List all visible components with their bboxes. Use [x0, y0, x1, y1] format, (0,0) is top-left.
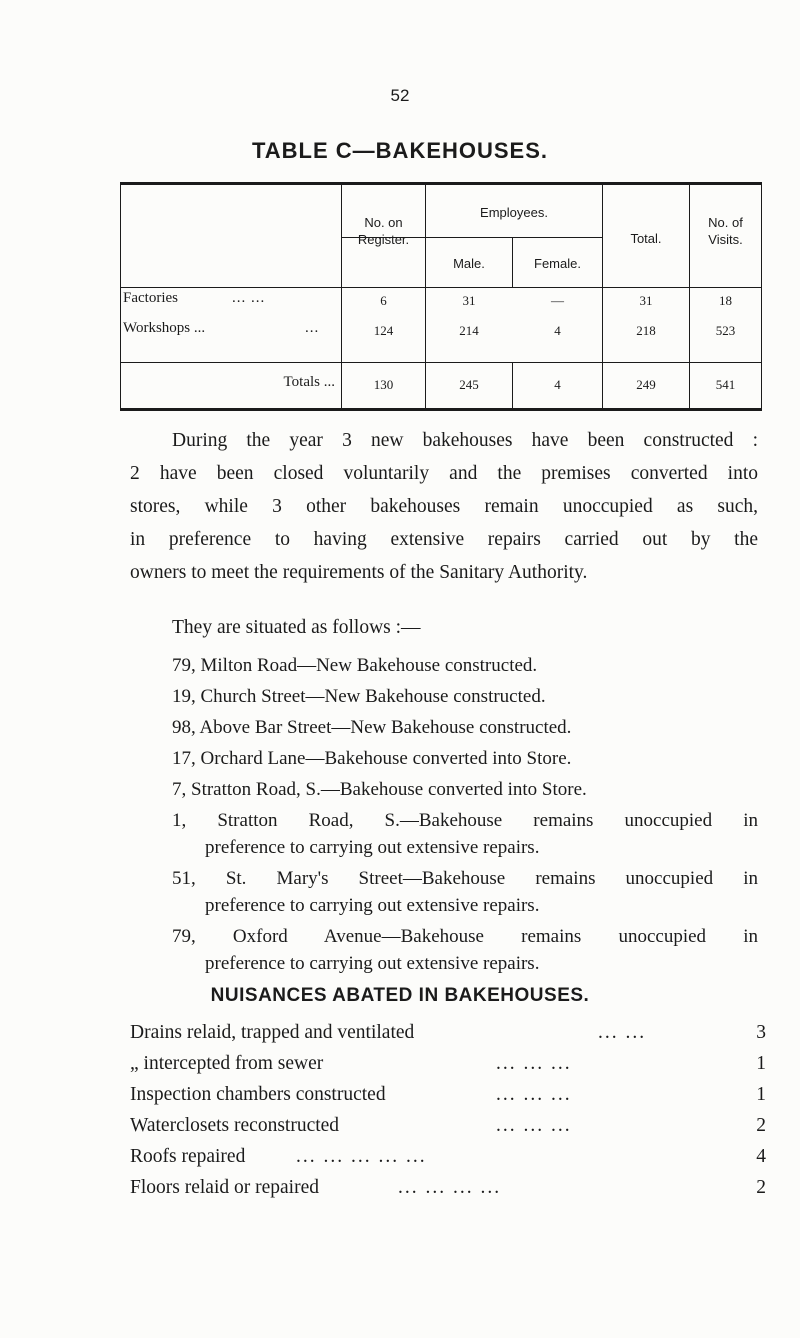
- address-text: 1, Stratton Road, S.—Bakehouse remains unoccupied in: [172, 810, 758, 831]
- paragraph-line: During the year 3 new bakehouses have been constructed :: [172, 430, 758, 451]
- row-factories-female: —: [551, 293, 564, 308]
- totals-visits: 541: [715, 377, 736, 392]
- address-item: [172, 714, 758, 741]
- row-factories-male: 31: [462, 293, 476, 308]
- totals-female: 4: [554, 377, 561, 392]
- nuisance-row: [130, 1115, 766, 1145]
- row-workshops-male: 214: [459, 323, 479, 338]
- header-bottom-rule: [120, 287, 762, 288]
- nuisance-label: Roofs repaired: [130, 1146, 246, 1167]
- paragraph-line: owners to meet the requirements of the Sanitary Authority.: [130, 562, 588, 583]
- nuisance-label: Floors relaid or repaired: [130, 1177, 319, 1198]
- totals-label: Totals ...: [283, 374, 335, 390]
- row-factories-total: 31: [639, 293, 653, 308]
- nuisance-leader-dots: ... ... ...: [496, 1115, 572, 1136]
- paragraph-line: 2 have been closed voluntarily and the premises converted into: [130, 463, 758, 484]
- nuisance-row: [130, 1146, 766, 1176]
- nuisance-count: 1: [756, 1084, 766, 1105]
- paragraph-line: stores, while 3 other bakehouses remain unoccupied as such,: [130, 496, 758, 517]
- nuisance-row: [130, 1084, 766, 1114]
- address-continuation: preference to carrying out extensive repairs.: [205, 953, 540, 974]
- header-register-line2: Register.: [357, 232, 410, 247]
- address-item: [172, 745, 758, 772]
- nuisance-count: 2: [756, 1177, 766, 1198]
- row-workshops-label: Workshops ...: [123, 320, 206, 336]
- nuisance-label: Inspection chambers constructed: [130, 1084, 386, 1105]
- nuisance-label: Drains relaid, trapped and ventilated: [130, 1022, 415, 1043]
- nuisance-row: [130, 1022, 766, 1052]
- totals-top-rule: [120, 362, 762, 363]
- nuisance-label: „ intercepted from sewer: [130, 1053, 324, 1074]
- header-visits-line1: No. of: [708, 215, 743, 230]
- address-item: [172, 683, 758, 710]
- header-male: Male.: [453, 256, 485, 271]
- address-continuation: preference to carrying out extensive repairs.: [205, 837, 540, 858]
- bakehouses-paragraph: [130, 424, 758, 589]
- totals-male: 245: [459, 377, 479, 392]
- nuisance-leader-dots: ... ... ... ...: [398, 1177, 502, 1198]
- row-workshops-visits: 523: [715, 323, 736, 338]
- address-text: 79, Oxford Avenue—Bakehouse remains unoccupied in: [172, 926, 758, 947]
- row-factories-visits: 18: [719, 293, 732, 308]
- header-female: Female.: [534, 256, 581, 271]
- address-text: 79, Milton Road—New Bakehouse constructed.: [172, 655, 538, 676]
- address-item: [172, 807, 758, 861]
- nuisance-row: [130, 1053, 766, 1083]
- nuisances-title: NUISANCES ABATED IN BAKEHOUSES.: [210, 985, 590, 1006]
- page-number: 52: [390, 86, 410, 105]
- nuisance-leader-dots: ... ...: [598, 1022, 647, 1043]
- address-item: [172, 865, 758, 919]
- row-factories-dots: ... ...: [232, 290, 266, 306]
- table-bottom-rule: [120, 408, 762, 411]
- address-text: 17, Orchard Lane—Bakehouse converted into Store.: [172, 748, 572, 769]
- nuisance-count: 4: [756, 1146, 766, 1167]
- header-total: Total.: [630, 231, 662, 246]
- row-workshops-dots: ...: [305, 320, 320, 336]
- row-workshops-register: 124: [373, 323, 394, 338]
- nuisance-leader-dots: ... ... ... ... ...: [296, 1146, 427, 1167]
- header-register-line1: No. on: [364, 215, 403, 230]
- totals-register: 130: [373, 377, 394, 392]
- address-continuation: preference to carrying out extensive repairs.: [205, 895, 540, 916]
- address-item: [172, 652, 758, 679]
- address-text: 19, Church Street—New Bakehouse constructed.: [172, 686, 546, 707]
- header-employees: Employees.: [480, 205, 548, 220]
- nuisance-count: 2: [756, 1115, 766, 1136]
- row-workshops-total: 218: [636, 323, 656, 338]
- address-text: 51, St. Mary's Street—Bakehouse remains unoccupied in: [172, 868, 758, 889]
- address-text: 7, Stratton Road, S.—Bakehouse converted into Store.: [172, 779, 587, 800]
- nuisance-leader-dots: ... ... ...: [496, 1053, 572, 1074]
- paragraph-line: in preference to having extensive repairs carried out by the: [130, 529, 758, 550]
- bakehouses-table: [120, 182, 762, 412]
- table-title: TABLE C—BAKEHOUSES.: [251, 138, 549, 163]
- row-factories-register: 6: [380, 293, 387, 308]
- nuisance-label: Waterclosets reconstructed: [130, 1115, 340, 1136]
- table-top-rule: [120, 182, 762, 185]
- nuisance-count: 3: [756, 1022, 766, 1043]
- situated-intro: They are situated as follows :—: [172, 617, 421, 638]
- totals-total: 249: [636, 377, 656, 392]
- row-factories-label: Factories: [123, 290, 178, 306]
- header-register: [342, 214, 425, 248]
- address-item: [172, 776, 758, 803]
- address-list: [172, 652, 758, 981]
- nuisance-count: 1: [756, 1053, 766, 1074]
- address-text: 98, Above Bar Street—New Bakehouse constructed.: [172, 717, 572, 738]
- address-item: [172, 923, 758, 977]
- nuisance-leader-dots: ... ... ...: [496, 1084, 572, 1105]
- nuisance-row: [130, 1177, 766, 1207]
- row-workshops-female: 4: [554, 323, 561, 338]
- table-right-rule: [761, 182, 762, 411]
- header-visits: [690, 214, 761, 248]
- header-visits-line2: Visits.: [708, 232, 743, 247]
